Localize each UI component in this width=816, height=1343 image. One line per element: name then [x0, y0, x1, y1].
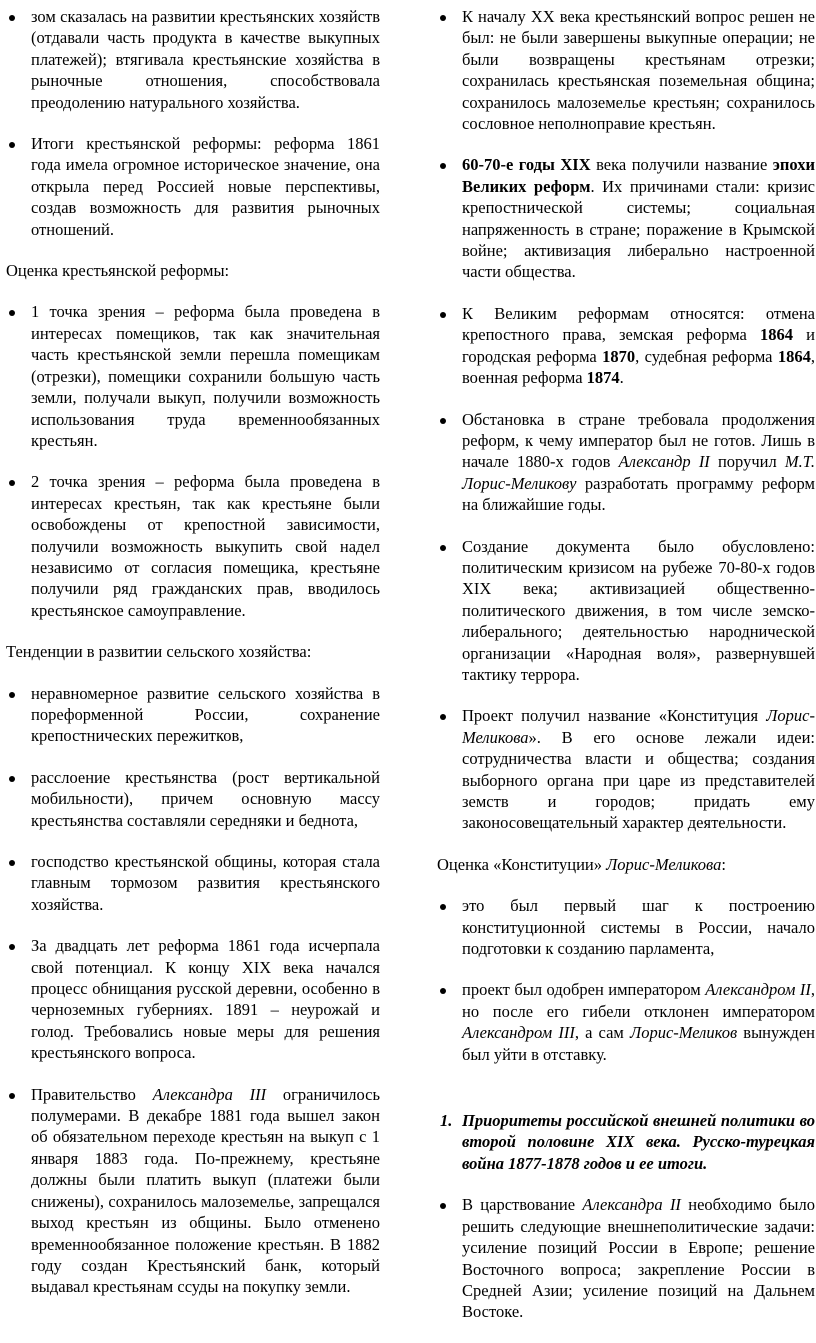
text-run: Оценка «Конституции»: [437, 854, 607, 874]
bullet-icon: [440, 545, 446, 551]
bullet-icon: [440, 904, 446, 910]
left-bullet-item: [6, 1084, 380, 1298]
text-run: К Великим реформам относятся: отмена крепостного права, земская реформа: [462, 303, 815, 345]
bullet-text: [462, 895, 815, 959]
text-run: Александра II: [582, 1195, 681, 1215]
right-bullet-item: [437, 705, 815, 833]
text-run: ». В его основе лежали идеи: сотрудничества власти и общества; создания выборного органа при царе из представителей земств и городов; придать ему законосовещательный характер деятельности.: [462, 727, 815, 833]
text-run: За двадцать лет реформа 1861 года исчерпала свой потенциал. К концу XIX века начался процесс обнищания русской деревни, особенно в черноземных губерниях. 1891 – неурожай и голод. Требовались новые меры для решения крестьянского вопроса.: [31, 936, 380, 1063]
text-run: зом сказалась на развитии крестьянских хозяйств (отдавали часть продукта в качестве выкупных платежей); втягивала крестьянские хозяйства в рыночные отношения, способствовала преодолению натурального хозяйства.: [31, 7, 380, 112]
bullet-text: [31, 301, 380, 451]
right-bullet-item: [437, 303, 815, 389]
text-run: 1864: [777, 346, 811, 366]
heading-number: 1.: [440, 1111, 453, 1131]
left-paragraph: [6, 260, 380, 281]
right-column: [437, 6, 815, 1343]
bullet-icon: [440, 714, 446, 720]
bullet-icon: [9, 310, 15, 316]
text-run: , но после его гибели отклонен императором: [462, 980, 815, 1021]
bullet-icon: [9, 944, 15, 950]
bullet-text: [462, 1194, 815, 1322]
text-run: это был первый шаг к построению конституционной системы в России, начало подготовки к созданию парламента,: [462, 896, 815, 959]
left-bullet-item: [6, 683, 380, 747]
text-run: , а сам: [574, 1023, 631, 1043]
bullet-icon: [440, 15, 446, 21]
text-run: Лорис-Меликова: [606, 854, 722, 874]
bullet-text: [462, 409, 815, 516]
bullet-icon: [9, 142, 15, 148]
text-run: Оценка крестьянской реформы:: [6, 261, 230, 281]
text-run: Правительство: [31, 1084, 153, 1104]
text-run: , военная реформа: [462, 346, 815, 388]
left-paragraph: [6, 641, 380, 662]
text-run: господство крестьянской общины, которая стала главным тормозом развития крестьянского хозяйства.: [31, 852, 380, 914]
bullet-text: [31, 1084, 380, 1298]
bullet-icon: [9, 480, 15, 486]
bullet-icon: [9, 1093, 15, 1099]
text-run: Создание документа было обусловлено: политическим кризисом на рубеже 70-80-х годов XIX века; активизацией общественно-политического движения, в том числе земско-либерального; деятельностью народнической организации «Народная воля», развернувшей тактику террора.: [462, 536, 815, 684]
text-run: ограничилось полумерами. В декабре 1881 года вышел закон об обязательном переходе крестьян на выкуп с 1 января 1883 года. По-прежнему, крестьяне должны были платить выкуп (платежи были снижены), сохранилось малоземелье, запрещался выход крестьян из общины. Было отменено временнообязанное положение крестьян. В 1882 году создан Крестьянский банк, который выдавал крестьянам ссуды на покупку земли.: [31, 1084, 381, 1297]
right-paragraph: [437, 854, 815, 875]
text-run: поручил: [709, 452, 785, 472]
left-bullet-item: [6, 767, 380, 831]
text-run: . Их причинами стали: кризис крепостнической системы; социальная напряженность в стране; поражение в Крымской войне; активизация либерально настроенной части общества.: [462, 176, 815, 282]
bullet-icon: [9, 692, 15, 698]
paragraph-text: [6, 641, 380, 662]
bullet-icon: [440, 312, 446, 318]
section-spacer: [437, 1085, 815, 1110]
text-run: проект был одобрен императором: [462, 980, 706, 1000]
text-run: разработать программу реформ на ближайшие годы.: [462, 473, 815, 515]
left-bullet-item: [6, 6, 380, 113]
bullet-text: [462, 6, 815, 134]
text-run: и городская реформа: [462, 325, 815, 366]
text-run: века получили название: [590, 155, 773, 175]
bullet-icon: [440, 418, 446, 424]
text-run: М.Т. Лорис-Меликову: [462, 452, 816, 493]
text-run: Тенденции в развитии сельского хозяйства:: [6, 642, 312, 662]
text-run: Александра III: [152, 1084, 267, 1104]
bullet-text: [31, 471, 380, 621]
left-bullet-item: [6, 133, 380, 240]
right-bullet-item: [437, 536, 815, 686]
bullet-text: [31, 683, 380, 747]
left-column: [6, 6, 380, 1318]
bullet-icon: [440, 1203, 446, 1209]
left-bullet-item: [6, 935, 380, 1063]
paragraph-text: [437, 854, 815, 875]
right-bullet-item: [437, 979, 815, 1065]
text-run: 1874: [586, 368, 620, 388]
text-run: Александром II: [705, 980, 811, 1000]
bullet-text: [462, 979, 815, 1065]
text-run: расслоение крестьянства (рост вертикальной мобильности), причем основную массу крестьянства составляли середняки и беднота,: [31, 767, 380, 830]
text-run: 2 точка зрения – реформа была проведена в интересах крестьян, так как крестьяне были освобождены от крепостной зависимости, получили возможность выкупить свой надел независимо от согласия помещика, крестьяне получили ряд гражданских прав, вводилось крестьянское самоуправление.: [31, 472, 380, 620]
bullet-text: [31, 6, 380, 113]
right-bullet-item: [437, 6, 815, 134]
bullet-text: [462, 536, 815, 686]
bullet-text: [462, 705, 815, 833]
text-run: 1870: [602, 346, 636, 366]
bullet-icon: [440, 988, 446, 994]
text-run: 1 точка зрения – реформа была проведена в интересах помещиков, так как значительная часть крестьянской земли перешла помещикам (отрезки), помещики сохранили большую часть земли, получали выкуп, получили возможность использования труда временнообязанных крестьян.: [31, 302, 380, 450]
right-bullet-item: [437, 895, 815, 959]
text-run: 1864: [760, 325, 793, 345]
bullet-text: [31, 133, 380, 240]
bullet-icon: [9, 776, 15, 782]
heading-text: [462, 1110, 815, 1174]
right-bullet-item: [437, 409, 815, 516]
bullet-text: [462, 303, 815, 389]
left-bullet-item: [6, 301, 380, 451]
text-run: вынужден был уйти в отставку.: [462, 1023, 815, 1064]
text-run: 60-70-е годы XIX: [462, 155, 591, 175]
text-run: Александр II: [618, 452, 710, 472]
paragraph-text: [6, 260, 380, 281]
text-run: Проект получил название «Конституция: [462, 706, 767, 726]
text-run: неравномерное развитие сельского хозяйства в пореформенной России, сохранение крепостнических пережитков,: [31, 683, 380, 746]
text-run: Итоги крестьянской реформы: реформа 1861 года имела огромное историческое значение, она открыла перед Россией новые перспективы, создав возможность для развития рыночных отношений.: [31, 134, 380, 239]
text-run: Обстановка в стране требовала продолжения реформ, к чему император был не готов. Лишь в начале 1880-х годов: [462, 409, 815, 472]
right-section-heading: [437, 1110, 815, 1174]
left-bullet-item: [6, 851, 380, 915]
text-run: необходимо было решить следующие внешнеполитические задачи: усиление позиций России в Европе; решение Восточного вопроса; закрепление России в Средней Азии; усиление позиций на Дальнем Востоке.: [462, 1195, 815, 1322]
text-run: Приоритеты российской внешней политики во второй половине XIX века. Русско-турецкая война 1877-1878 годов и ее итоги.: [462, 1111, 815, 1173]
text-run: , судебная реформа: [635, 346, 778, 366]
bullet-text: [31, 935, 380, 1063]
text-run: .: [619, 368, 624, 388]
text-run: Лорис-Меликов: [630, 1023, 738, 1043]
bullet-icon: [9, 860, 15, 866]
text-run: :: [721, 854, 726, 874]
right-bullet-item: [437, 1194, 815, 1322]
text-run: эпохи Великих реформ: [462, 155, 815, 196]
bullet-icon: [440, 163, 446, 169]
right-bullet-item: [437, 154, 815, 282]
left-bullet-item: [6, 471, 380, 621]
text-run: К началу XX века крестьянский вопрос решен не был: не были завершены выкупные операции; не были возвращены крестьянам отрезки; сохранилась крестьянская поземельная община; сохранилось малоземелье крестьян; сохранилось сословное неполноправие крестьян.: [462, 7, 815, 134]
bullet-text: [462, 154, 815, 282]
bullet-icon: [9, 15, 15, 21]
bullet-text: [31, 767, 380, 831]
text-run: Лорис-Меликова: [462, 706, 815, 747]
text-run: Александром III: [462, 1023, 575, 1043]
bullet-text: [31, 851, 380, 915]
text-run: В царствование: [462, 1195, 583, 1215]
